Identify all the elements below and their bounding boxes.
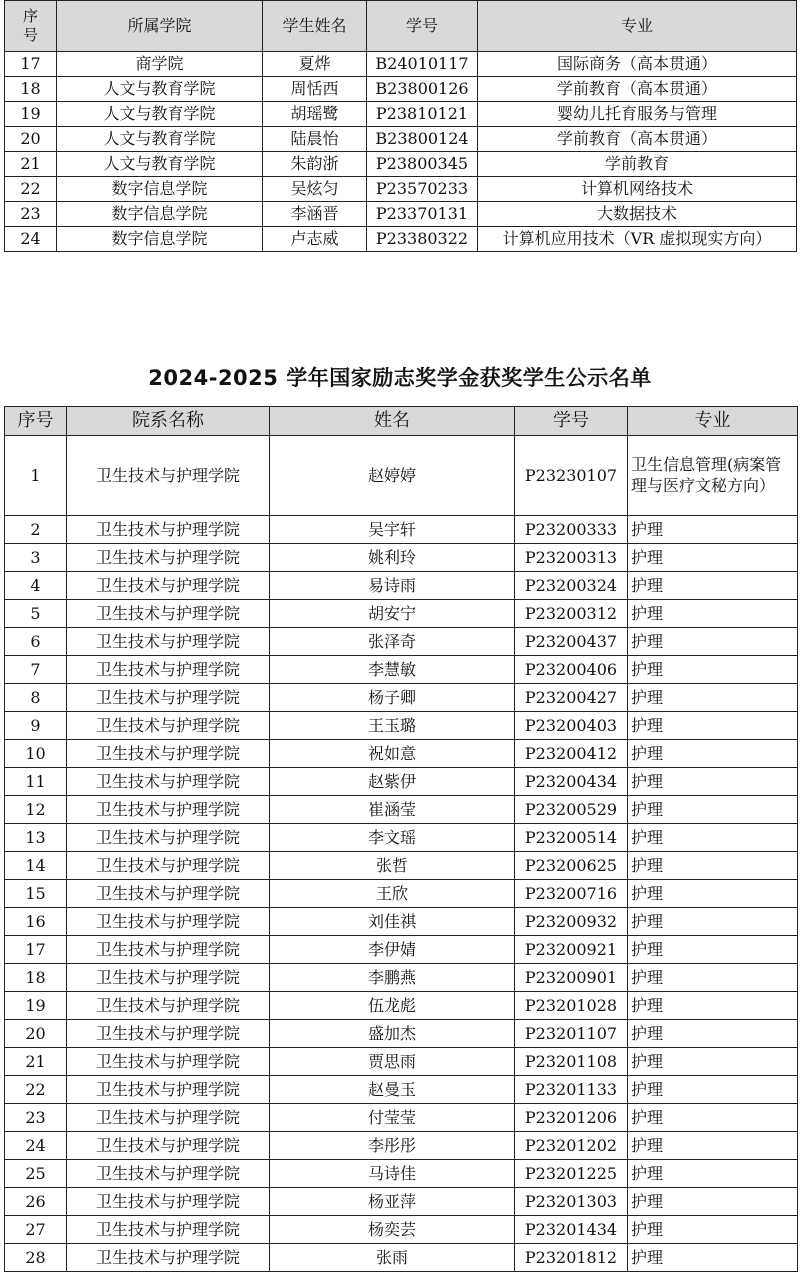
cell-major: 护理 <box>628 516 798 544</box>
cell-id: P23370131 <box>367 202 478 227</box>
cell-name: 卢志威 <box>263 227 367 252</box>
header-name: 姓名 <box>270 407 515 436</box>
header-student-id: 学号 <box>515 407 628 436</box>
cell-name: 姚利玲 <box>270 544 515 572</box>
cell-name: 陆晨怡 <box>263 127 367 152</box>
cell-seq: 12 <box>5 796 67 824</box>
table-row <box>5 684 798 712</box>
cell-name: 李彤彤 <box>270 1132 515 1160</box>
table-row <box>5 1188 798 1216</box>
cell-seq: 3 <box>5 544 67 572</box>
table-row <box>5 936 798 964</box>
cell-id: P23230107 <box>515 436 628 516</box>
cell-seq: 25 <box>5 1160 67 1188</box>
cell-id: P23201028 <box>515 992 628 1020</box>
table-row <box>5 152 797 177</box>
table-row <box>5 102 797 127</box>
cell-major: 护理 <box>628 992 798 1020</box>
cell-department: 卫生技术与护理学院 <box>67 964 270 992</box>
award-table-continued <box>4 0 797 252</box>
header-major: 专业 <box>628 407 798 436</box>
cell-major: 护理 <box>628 600 798 628</box>
cell-id: P23201206 <box>515 1104 628 1132</box>
cell-major: 计算机网络技术 <box>478 177 797 202</box>
cell-name: 李涵晋 <box>263 202 367 227</box>
cell-department: 卫生技术与护理学院 <box>67 740 270 768</box>
cell-name: 王欣 <box>270 880 515 908</box>
table-header-row <box>5 1 797 52</box>
cell-name: 赵婷婷 <box>270 436 515 516</box>
cell-id: P23570233 <box>367 177 478 202</box>
cell-department: 卫生技术与护理学院 <box>67 1132 270 1160</box>
cell-name: 赵紫伊 <box>270 768 515 796</box>
cell-major: 护理 <box>628 1132 798 1160</box>
cell-major: 护理 <box>628 572 798 600</box>
header-seq <box>5 1 57 52</box>
cell-college: 人文与教育学院 <box>57 102 263 127</box>
cell-department: 卫生技术与护理学院 <box>67 768 270 796</box>
table-row <box>5 852 798 880</box>
cell-department: 卫生技术与护理学院 <box>67 712 270 740</box>
cell-department: 卫生技术与护理学院 <box>67 908 270 936</box>
cell-name: 吴炫匀 <box>263 177 367 202</box>
cell-name: 贾思雨 <box>270 1048 515 1076</box>
cell-college: 数字信息学院 <box>57 227 263 252</box>
cell-name: 胡瑶鹭 <box>263 102 367 127</box>
cell-major: 护理 <box>628 1104 798 1132</box>
header-major: 专业 <box>478 1 797 52</box>
cell-seq: 20 <box>5 1020 67 1048</box>
cell-name: 刘佳祺 <box>270 908 515 936</box>
cell-major: 护理 <box>628 852 798 880</box>
cell-name: 周恬西 <box>263 77 367 102</box>
table-header-row <box>5 407 798 436</box>
cell-seq: 20 <box>5 127 57 152</box>
table-row <box>5 1216 798 1244</box>
cell-name: 王玉璐 <box>270 712 515 740</box>
cell-name: 夏烨 <box>263 52 367 77</box>
cell-major: 护理 <box>628 936 798 964</box>
cell-name: 张哲 <box>270 852 515 880</box>
cell-seq: 24 <box>5 227 57 252</box>
cell-major: 计算机应用技术（VR 虚拟现实方向） <box>478 227 797 252</box>
cell-id: P23200434 <box>515 768 628 796</box>
cell-name: 李伊婧 <box>270 936 515 964</box>
cell-department: 卫生技术与护理学院 <box>67 572 270 600</box>
cell-major: 护理 <box>628 1216 798 1244</box>
cell-major: 护理 <box>628 908 798 936</box>
cell-name: 朱韵浙 <box>263 152 367 177</box>
cell-major: 护理 <box>628 544 798 572</box>
cell-major: 婴幼儿托育服务与管理 <box>478 102 797 127</box>
cell-seq: 18 <box>5 964 67 992</box>
cell-department: 卫生技术与护理学院 <box>67 628 270 656</box>
cell-department: 卫生技术与护理学院 <box>67 936 270 964</box>
cell-name: 李鹏燕 <box>270 964 515 992</box>
cell-major: 护理 <box>628 712 798 740</box>
table-row <box>5 1048 798 1076</box>
cell-seq: 17 <box>5 52 57 77</box>
cell-department: 卫生技术与护理学院 <box>67 436 270 516</box>
cell-name: 胡安宁 <box>270 600 515 628</box>
cell-name: 盛加杰 <box>270 1020 515 1048</box>
cell-major: 护理 <box>628 964 798 992</box>
cell-college: 数字信息学院 <box>57 177 263 202</box>
cell-id: P23200716 <box>515 880 628 908</box>
table-row <box>5 1132 798 1160</box>
table-row <box>5 992 798 1020</box>
cell-id: P23200437 <box>515 628 628 656</box>
table-row <box>5 127 797 152</box>
table-row <box>5 1104 798 1132</box>
cell-seq: 6 <box>5 628 67 656</box>
cell-name: 付莹莹 <box>270 1104 515 1132</box>
cell-major: 护理 <box>628 1244 798 1272</box>
cell-department: 卫生技术与护理学院 <box>67 1048 270 1076</box>
cell-department: 卫生技术与护理学院 <box>67 1020 270 1048</box>
cell-name: 祝如意 <box>270 740 515 768</box>
cell-major: 学前教育（高本贯通） <box>478 127 797 152</box>
cell-name: 杨奕芸 <box>270 1216 515 1244</box>
cell-seq: 10 <box>5 740 67 768</box>
cell-id: P23200324 <box>515 572 628 600</box>
cell-id: P23201108 <box>515 1048 628 1076</box>
cell-seq: 8 <box>5 684 67 712</box>
table-row <box>5 1160 798 1188</box>
table-row <box>5 1020 798 1048</box>
cell-name: 张泽奇 <box>270 628 515 656</box>
table-row <box>5 227 797 252</box>
cell-department: 卫生技术与护理学院 <box>67 1216 270 1244</box>
table-row <box>5 516 798 544</box>
cell-id: P23200901 <box>515 964 628 992</box>
cell-id: P23200625 <box>515 852 628 880</box>
cell-name: 吴宇轩 <box>270 516 515 544</box>
cell-major: 护理 <box>628 796 798 824</box>
cell-seq: 11 <box>5 768 67 796</box>
table-row <box>5 600 798 628</box>
cell-seq: 14 <box>5 852 67 880</box>
cell-department: 卫生技术与护理学院 <box>67 992 270 1020</box>
cell-id: P23200403 <box>515 712 628 740</box>
cell-major: 护理 <box>628 768 798 796</box>
cell-id: B24010117 <box>367 52 478 77</box>
cell-id: B23800126 <box>367 77 478 102</box>
cell-department: 卫生技术与护理学院 <box>67 656 270 684</box>
cell-id: P23201225 <box>515 1160 628 1188</box>
cell-major: 卫生信息管理(病案管理与医疗文秘方向） <box>628 436 798 516</box>
award-table <box>4 406 798 1272</box>
cell-department: 卫生技术与护理学院 <box>67 516 270 544</box>
cell-seq: 19 <box>5 992 67 1020</box>
cell-id: P23810121 <box>367 102 478 127</box>
table-row <box>5 908 798 936</box>
cell-seq: 28 <box>5 1244 67 1272</box>
header-department: 院系名称 <box>67 407 270 436</box>
cell-id: P23200313 <box>515 544 628 572</box>
cell-seq: 23 <box>5 202 57 227</box>
table-row <box>5 740 798 768</box>
cell-major: 大数据技术 <box>478 202 797 227</box>
cell-seq: 22 <box>5 177 57 202</box>
cell-id: P23201434 <box>515 1216 628 1244</box>
document-title: 2024-2025 学年国家励志奖学金获奖学生公示名单 <box>148 366 652 390</box>
cell-id: P23800345 <box>367 152 478 177</box>
cell-name: 赵曼玉 <box>270 1076 515 1104</box>
cell-seq: 26 <box>5 1188 67 1216</box>
cell-seq: 18 <box>5 77 57 102</box>
cell-id: P23201812 <box>515 1244 628 1272</box>
cell-seq: 24 <box>5 1132 67 1160</box>
cell-department: 卫生技术与护理学院 <box>67 1188 270 1216</box>
table-row <box>5 52 797 77</box>
cell-major: 护理 <box>628 628 798 656</box>
header-seq-line1: 序 <box>22 7 38 26</box>
cell-name: 杨子卿 <box>270 684 515 712</box>
cell-name: 马诗佳 <box>270 1160 515 1188</box>
table-row <box>5 824 798 852</box>
table-row <box>5 202 797 227</box>
cell-department: 卫生技术与护理学院 <box>67 824 270 852</box>
cell-college: 人文与教育学院 <box>57 127 263 152</box>
cell-department: 卫生技术与护理学院 <box>67 600 270 628</box>
table-row <box>5 436 798 516</box>
cell-id: P23201303 <box>515 1188 628 1216</box>
table-row <box>5 796 798 824</box>
cell-seq: 13 <box>5 824 67 852</box>
cell-name: 李慧敏 <box>270 656 515 684</box>
cell-seq: 9 <box>5 712 67 740</box>
cell-seq: 7 <box>5 656 67 684</box>
cell-department: 卫生技术与护理学院 <box>67 1076 270 1104</box>
cell-seq: 17 <box>5 936 67 964</box>
table-row <box>5 880 798 908</box>
cell-major: 护理 <box>628 684 798 712</box>
cell-id: P23201133 <box>515 1076 628 1104</box>
cell-seq: 27 <box>5 1216 67 1244</box>
cell-department: 卫生技术与护理学院 <box>67 684 270 712</box>
cell-major: 护理 <box>628 824 798 852</box>
cell-id: P23380322 <box>367 227 478 252</box>
cell-college: 人文与教育学院 <box>57 152 263 177</box>
header-seq-line2: 号 <box>22 26 38 44</box>
cell-department: 卫生技术与护理学院 <box>67 544 270 572</box>
table-row <box>5 177 797 202</box>
header-student-name: 学生姓名 <box>263 1 367 52</box>
table-row <box>5 572 798 600</box>
cell-department: 卫生技术与护理学院 <box>67 796 270 824</box>
table-row <box>5 1244 798 1272</box>
cell-major: 护理 <box>628 740 798 768</box>
cell-id: P23200333 <box>515 516 628 544</box>
cell-major: 护理 <box>628 656 798 684</box>
header-student-id: 学号 <box>367 1 478 52</box>
cell-seq: 5 <box>5 600 67 628</box>
cell-major: 护理 <box>628 1048 798 1076</box>
cell-id: P23201202 <box>515 1132 628 1160</box>
table-row <box>5 656 798 684</box>
cell-id: P23200529 <box>515 796 628 824</box>
cell-seq: 1 <box>5 436 67 516</box>
cell-major: 学前教育（高本贯通） <box>478 77 797 102</box>
cell-major: 学前教育 <box>478 152 797 177</box>
cell-name: 伍龙彪 <box>270 992 515 1020</box>
cell-name: 张雨 <box>270 1244 515 1272</box>
cell-id: P23200412 <box>515 740 628 768</box>
cell-department: 卫生技术与护理学院 <box>67 1160 270 1188</box>
cell-major: 护理 <box>628 1188 798 1216</box>
cell-college: 商学院 <box>57 52 263 77</box>
cell-college: 人文与教育学院 <box>57 77 263 102</box>
cell-name: 杨亚萍 <box>270 1188 515 1216</box>
cell-major: 国际商务（高本贯通） <box>478 52 797 77</box>
cell-id: P23200514 <box>515 824 628 852</box>
cell-id: P23200312 <box>515 600 628 628</box>
cell-major: 护理 <box>628 1076 798 1104</box>
table-row <box>5 77 797 102</box>
table-row <box>5 628 798 656</box>
cell-major: 护理 <box>628 1020 798 1048</box>
cell-major: 护理 <box>628 880 798 908</box>
cell-seq: 19 <box>5 102 57 127</box>
cell-college: 数字信息学院 <box>57 202 263 227</box>
cell-department: 卫生技术与护理学院 <box>67 852 270 880</box>
table-row <box>5 768 798 796</box>
cell-department: 卫生技术与护理学院 <box>67 1104 270 1132</box>
table-row <box>5 1076 798 1104</box>
cell-seq: 4 <box>5 572 67 600</box>
table-row <box>5 544 798 572</box>
cell-major: 护理 <box>628 1160 798 1188</box>
cell-id: P23200406 <box>515 656 628 684</box>
header-seq: 序号 <box>5 407 67 436</box>
cell-seq: 16 <box>5 908 67 936</box>
table-row <box>5 964 798 992</box>
cell-name: 易诗雨 <box>270 572 515 600</box>
cell-id: P23200932 <box>515 908 628 936</box>
cell-department: 卫生技术与护理学院 <box>67 880 270 908</box>
cell-id: P23200921 <box>515 936 628 964</box>
cell-id: P23201107 <box>515 1020 628 1048</box>
cell-department: 卫生技术与护理学院 <box>67 1244 270 1272</box>
cell-id: B23800124 <box>367 127 478 152</box>
header-college: 所属学院 <box>57 1 263 52</box>
cell-seq: 21 <box>5 1048 67 1076</box>
cell-name: 崔涵莹 <box>270 796 515 824</box>
cell-seq: 2 <box>5 516 67 544</box>
cell-seq: 23 <box>5 1104 67 1132</box>
cell-seq: 22 <box>5 1076 67 1104</box>
cell-id: P23200427 <box>515 684 628 712</box>
cell-seq: 15 <box>5 880 67 908</box>
table-row <box>5 712 798 740</box>
cell-seq: 21 <box>5 152 57 177</box>
cell-name: 李文瑶 <box>270 824 515 852</box>
